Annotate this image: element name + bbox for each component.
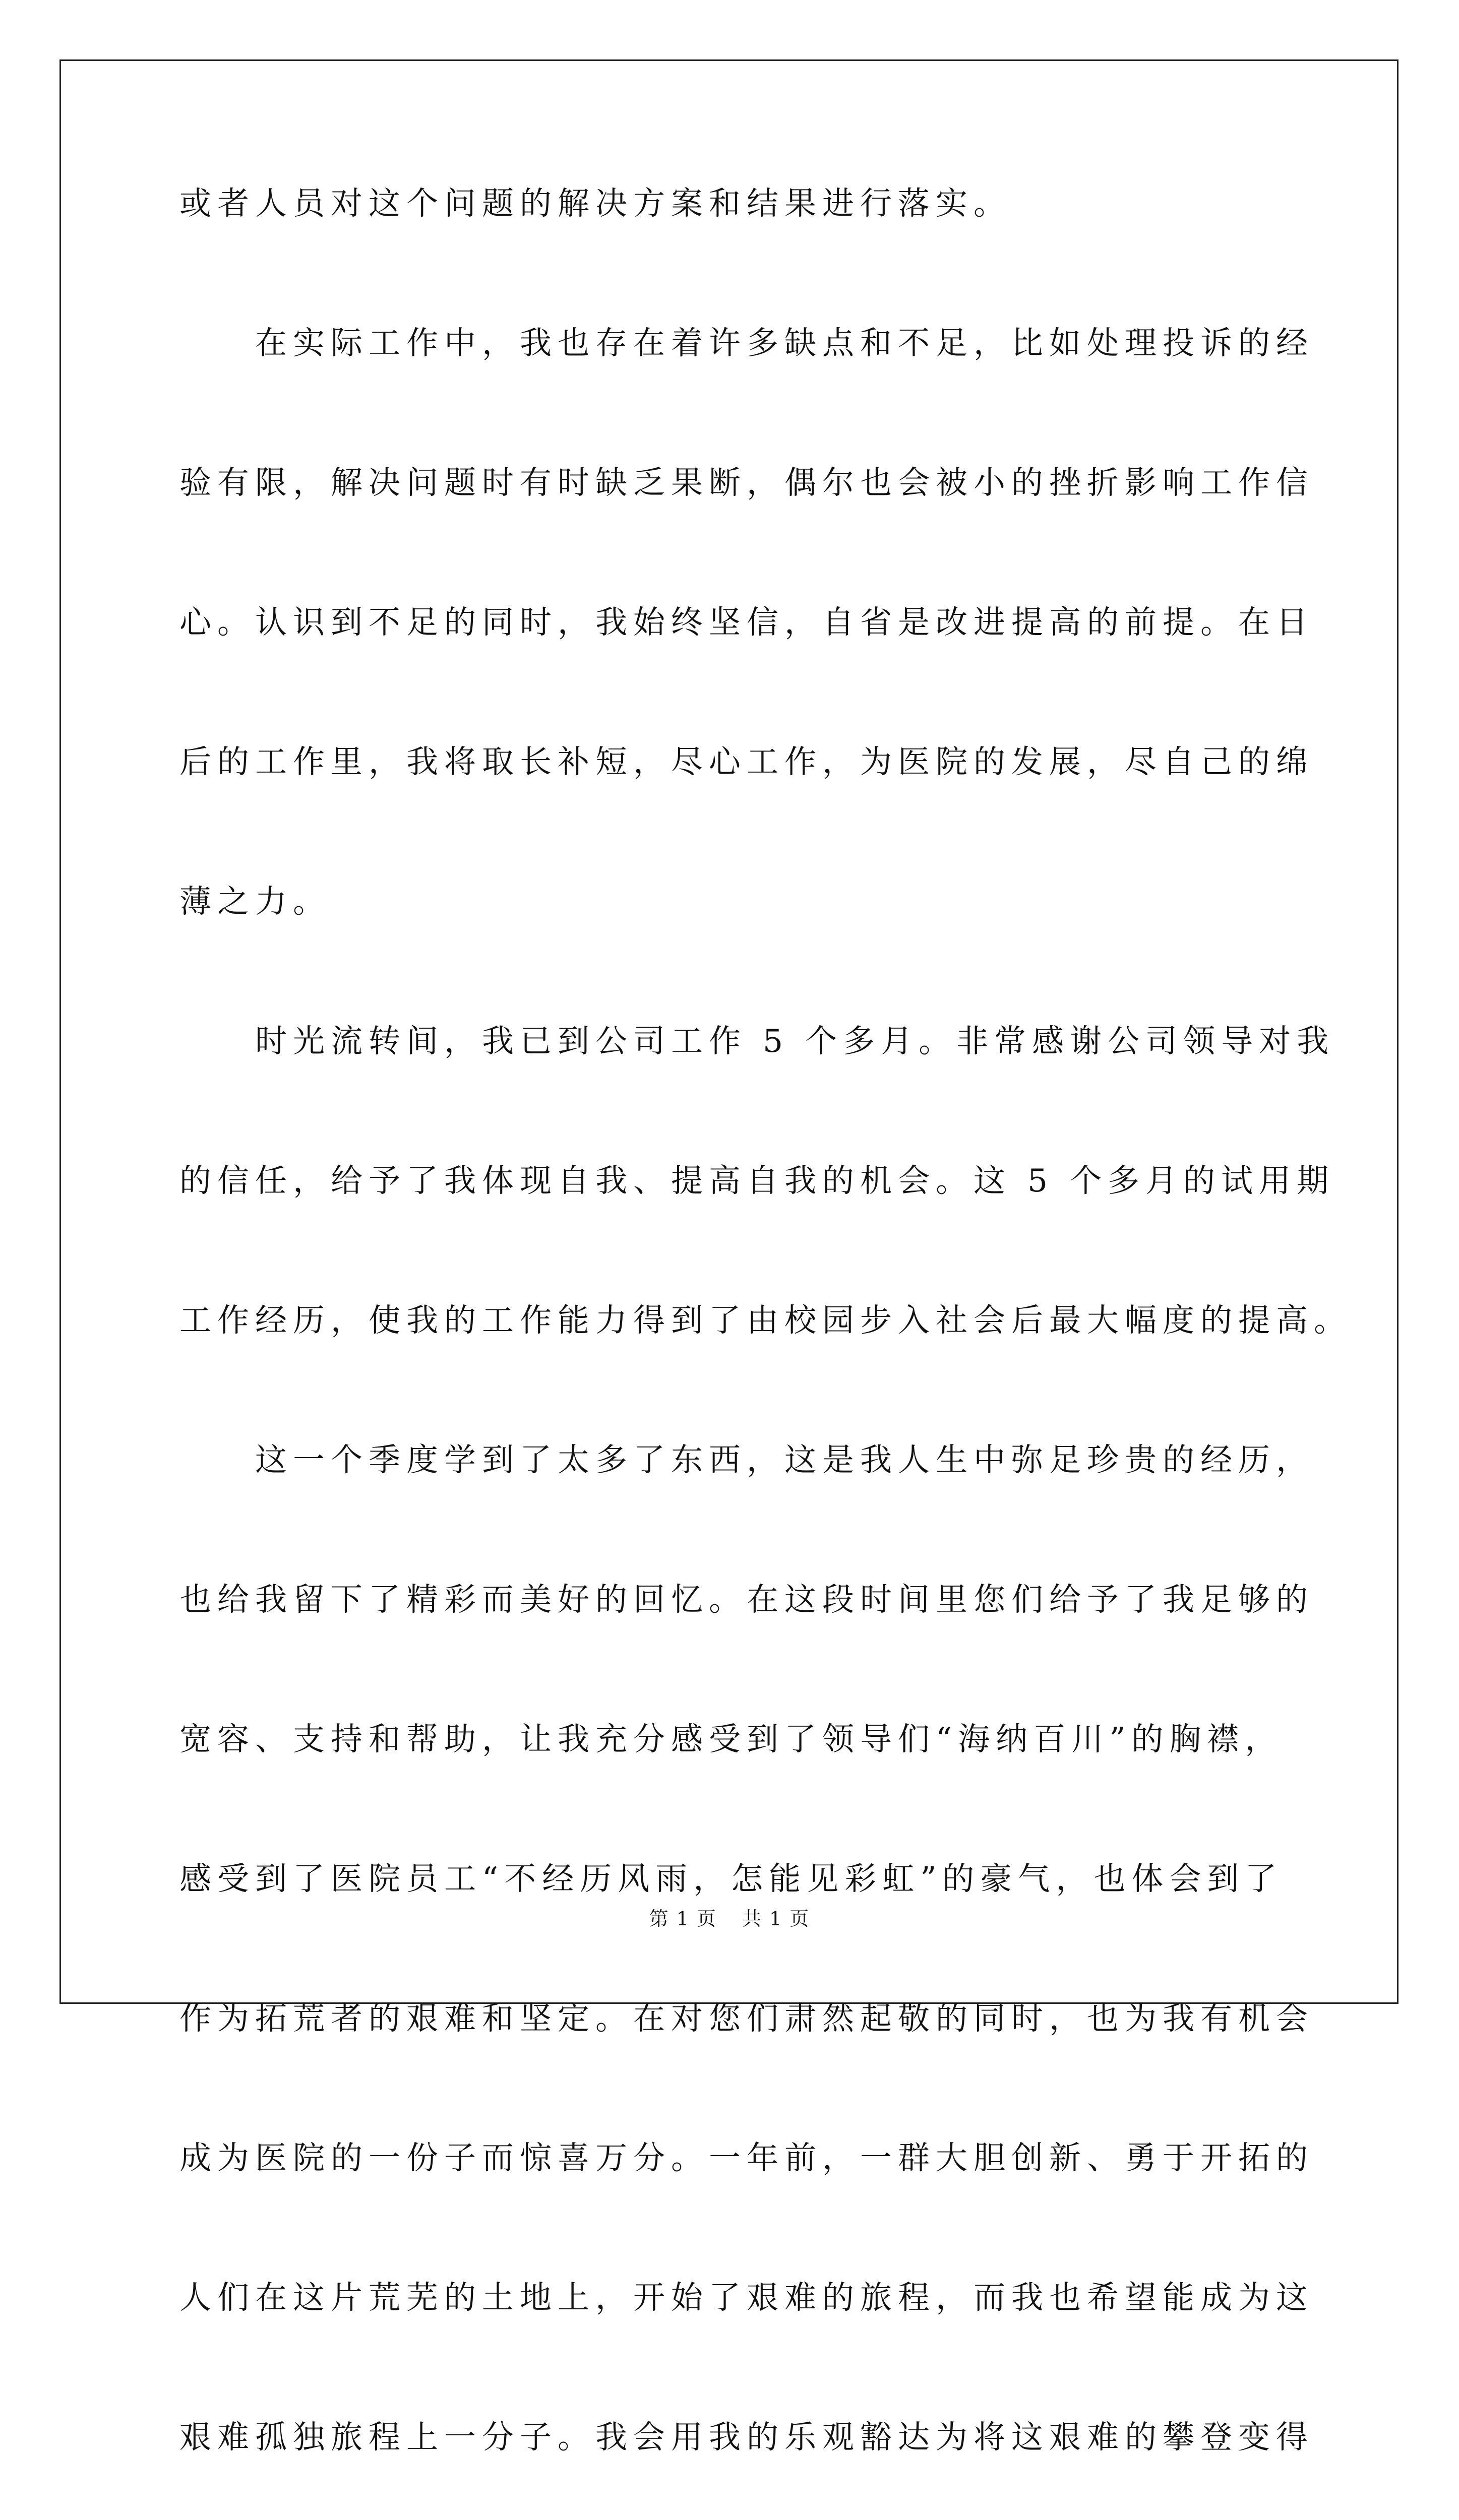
text-line: 作为拓荒者的艰难和坚定。在对您们肃然起敬的同时，也为我有机会 — [179, 2000, 1314, 2037]
text-line: 心。认识到不足的同时，我始终坚信，自省是改进提高的前提。在日 — [179, 604, 1314, 641]
page-footer — [0, 1903, 1459, 1931]
text-line: 的信任，给予了我体现自我、提高自我的机会。这 5 个多月的试用期 — [179, 1162, 1335, 1199]
page-number-total: 共 1 页 — [742, 1908, 810, 1930]
text-line: 感受到了医院员工“不经历风雨，怎能见彩虹”的豪气，也体会到了 — [179, 1860, 1283, 1897]
text-line: 成为医院的一份子而惊喜万分。一年前，一群大胆创新、勇于开拓的 — [179, 2139, 1314, 2176]
text-line: 人们在这片荒芜的土地上，开始了艰难的旅程，而我也希望能成为这 — [179, 2279, 1314, 2316]
text-line: 薄之力。 — [179, 883, 331, 920]
text-line: 或者人员对这个问题的解决方案和结果进行落实。 — [179, 185, 1011, 222]
document-body — [179, 185, 1352, 2520]
text-line: 验有限，解决问题时有时缺乏果断，偶尔也会被小的挫折影响工作信 — [179, 464, 1314, 501]
page-number-current: 第 1 页 — [649, 1908, 717, 1930]
text-line: 后的工作里，我将取长补短，尽心工作，为医院的发展，尽自己的绵 — [179, 743, 1314, 780]
text-line: 这一个季度学到了太多了东西，这是我人生中弥足珍贵的经历， — [179, 1441, 1314, 1478]
text-line: 艰难孤独旅程上一分子。我会用我的乐观豁达为将这艰难的攀登变得 — [179, 2419, 1314, 2455]
text-line: 在实际工作中，我也存在着许多缺点和不足，比如处理投诉的经 — [179, 325, 1314, 361]
text-line: 时光流转间，我已到公司工作 5 个多月。非常感谢公司领导对我 — [179, 1023, 1335, 1059]
text-line: 宽容、支持和帮助，让我充分感受到了领导们“海纳百川”的胸襟， — [179, 1721, 1283, 1757]
text-line: 也给我留下了精彩而美好的回忆。在这段时间里您们给予了我足够的 — [179, 1581, 1314, 1618]
text-line: 工作经历，使我的工作能力得到了由校园步入社会后最大幅度的提高。 — [179, 1302, 1352, 1339]
